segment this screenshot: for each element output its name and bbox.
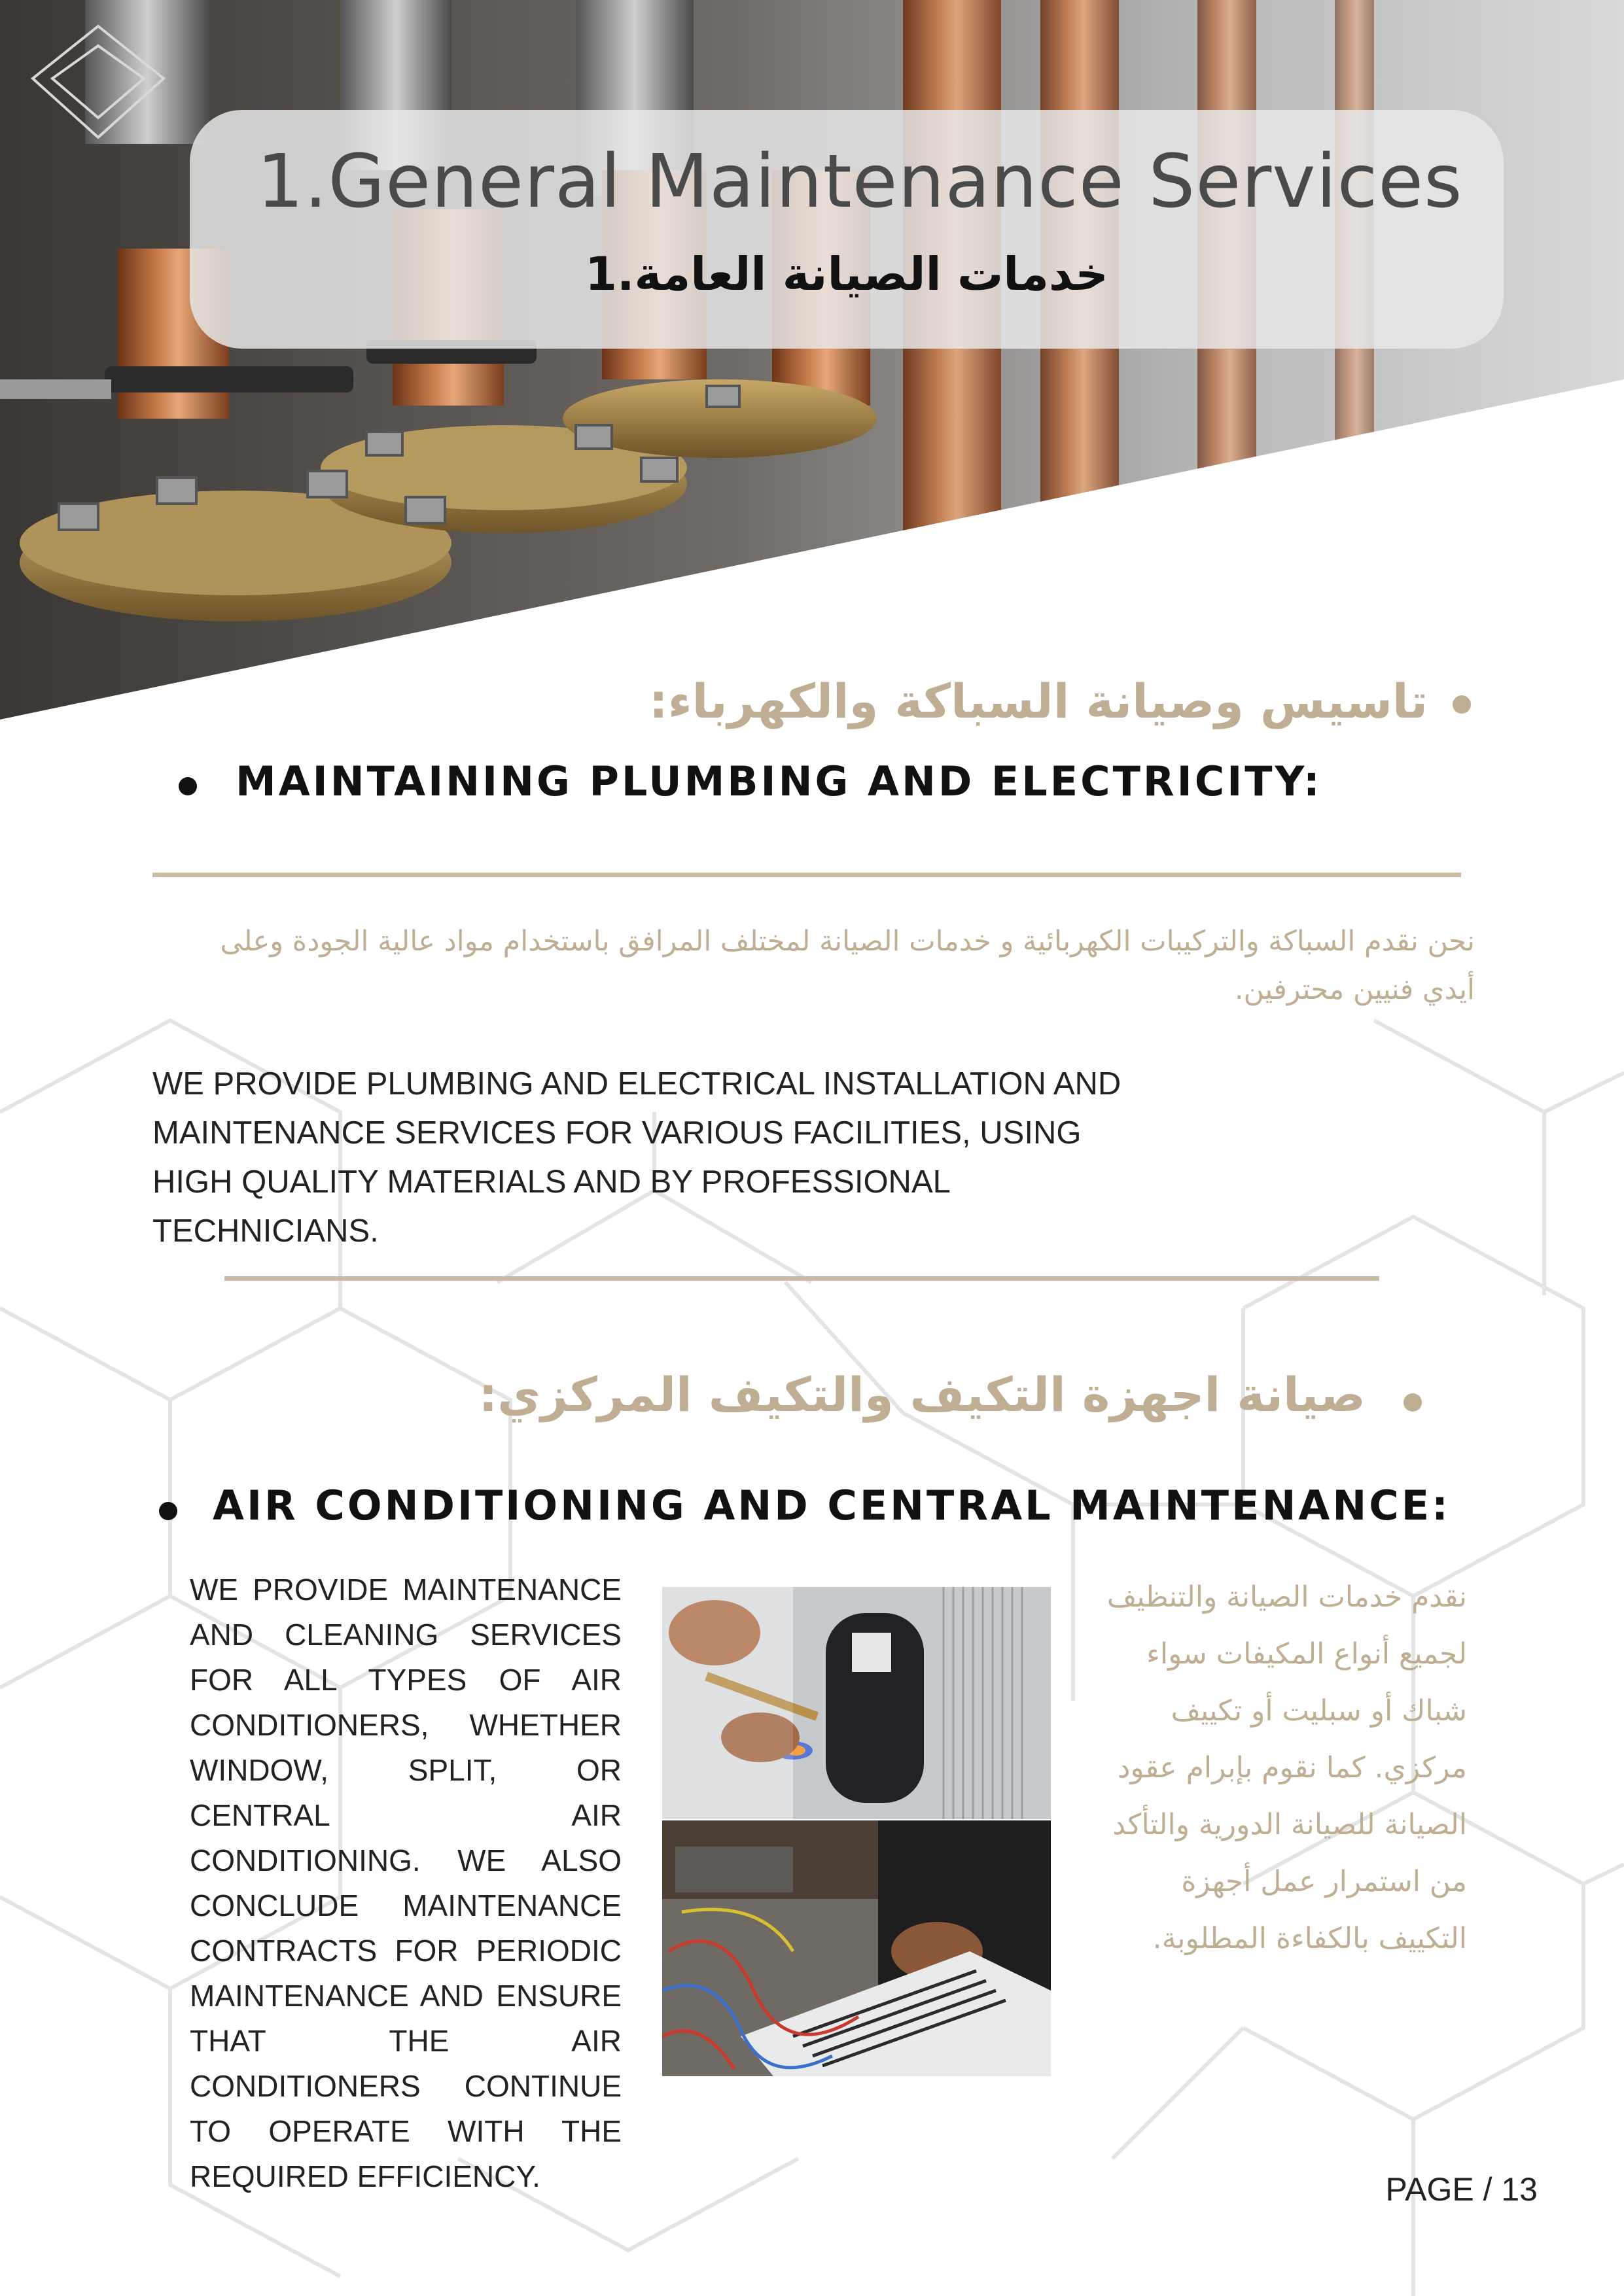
ac-technician-photo-top <box>662 1587 1051 1819</box>
page-title-en: 1.General Maintenance Services <box>256 139 1463 224</box>
bullet-icon <box>179 777 197 795</box>
ac-technician-photo-bottom <box>662 1820 1051 2076</box>
ac-body-ar: نقدم خدمات الصيانة والتنظيف لجميع أنواع المكيفات سواء شباك أو سبليت أو تكييف مركزي. كما نقوم بإبرام عقود الصيانة للصيانة الدورية والتأكد من استمرار عمل أجهزة التكييف بالكفاءة المطلوبة. <box>1106 1580 1467 1955</box>
plumbing-body-ar: نحن نقدم السباكة والتركيبات الكهربائية و خدمات الصيانة لمختلف المرافق باستخدام مواد عالية الجودة وعلى أيدي فنيين محترفين. <box>220 925 1475 1006</box>
ac-body-en: WE PROVIDE MAINTENANCE AND CLEANING SERVICES FOR ALL TYPES OF AIR CONDITIONERS, WHETHER WINDOW, SPLIT, OR CENTRAL AIR CONDITIONING. WE ALSO CONCLUDE MAINTENANCE CONTRACTS FOR PERIODIC MAINTENANCE AND ENSURE THAT THE AIR CONDITIONERS CONTINUE TO OPERATE WITH THE REQUIRED EFFICIENCY. <box>190 1573 622 2193</box>
page-title-ar: خدمات الصيانة العامة.1 <box>585 247 1108 301</box>
ac-heading-en: AIR CONDITIONING AND CENTRAL MAINTENANCE: <box>213 1482 1451 1529</box>
bullet-icon <box>1453 695 1471 714</box>
divider <box>152 873 1461 877</box>
plumbing-heading-en: MAINTAINING PLUMBING AND ELECTRICITY: <box>236 757 1322 805</box>
page-number: PAGE / 13 <box>1385 2171 1538 2208</box>
divider <box>224 1276 1379 1281</box>
title-panel <box>190 110 1504 349</box>
industrial-pipes-illustration <box>0 0 1624 720</box>
ac-heading-ar: صيانة اجهزة التكيف والتكيف المركزي: <box>478 1367 1366 1422</box>
bullet-icon <box>1403 1393 1422 1412</box>
bullet-icon <box>159 1502 177 1520</box>
plumbing-heading-ar: تاسيس وصيانة السباكة والكهرباء: <box>649 674 1428 729</box>
plumbing-body-en: WE PROVIDE PLUMBING AND ELECTRICAL INSTALLATION AND MAINTENANCE SERVICES FOR VARIOUS FACILITIES, USING HIGH QUALITY MATERIALS AND BY PROFESSIONAL TECHNICIANS. <box>152 1066 1121 1249</box>
hero-photo <box>0 0 1624 720</box>
